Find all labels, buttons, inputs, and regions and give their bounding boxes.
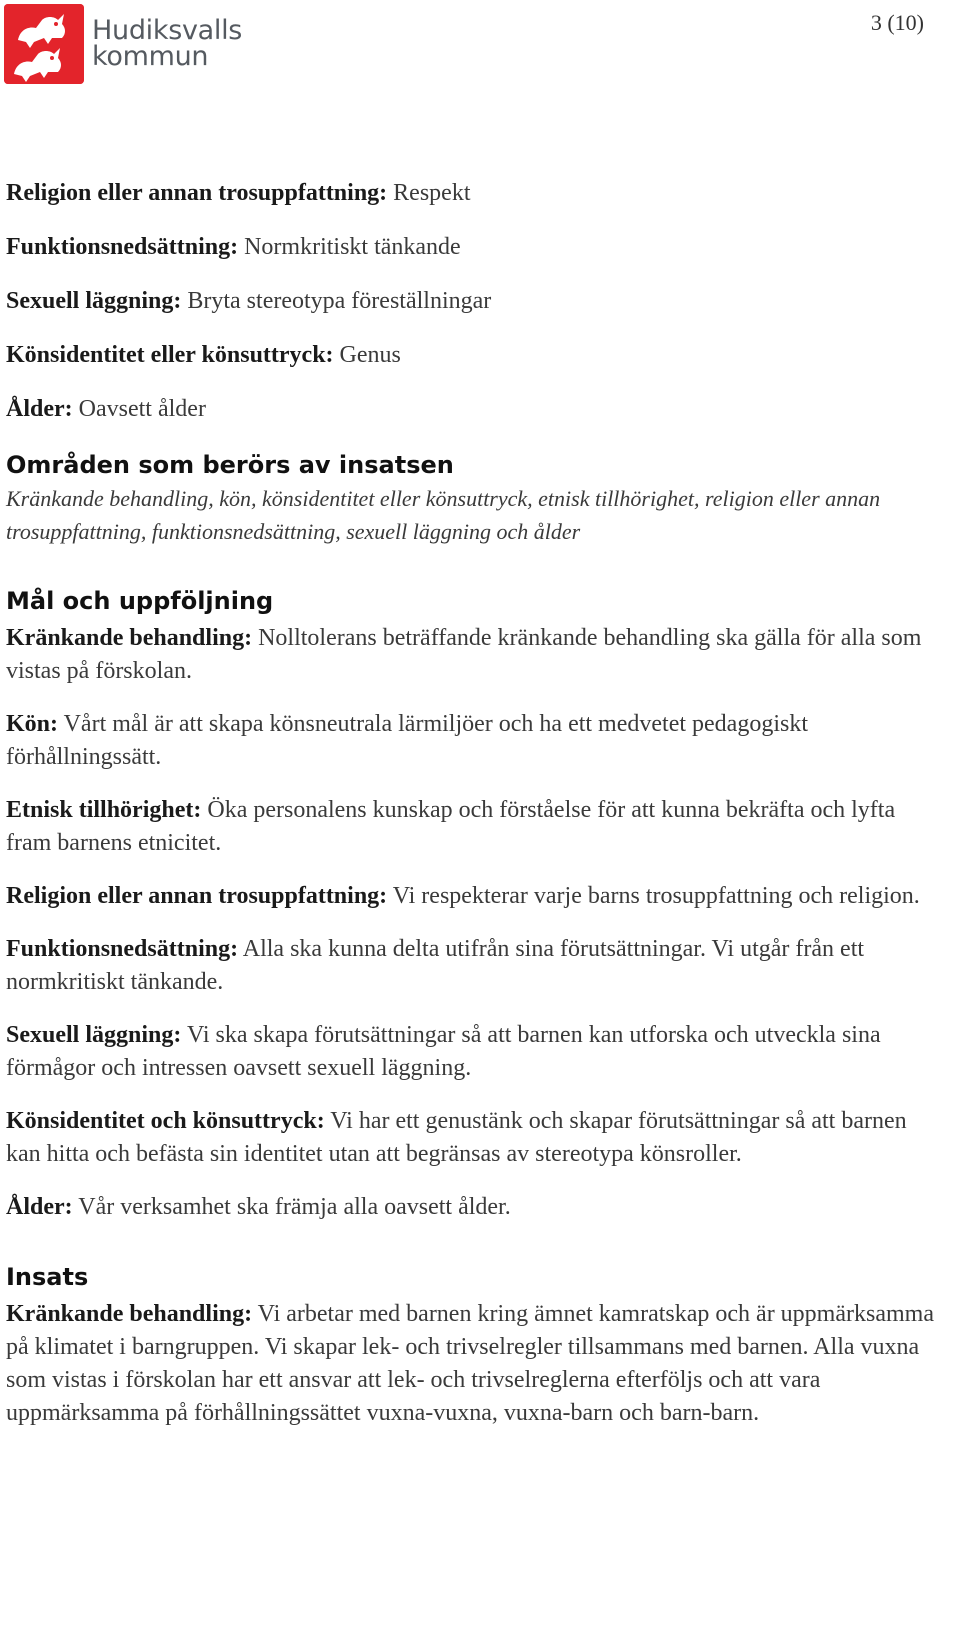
intro-item-label: Könsidentitet eller könsuttryck: [6,342,334,368]
areas-section [6,450,936,548]
logo-wordmark [92,15,243,72]
goal-item [6,1191,936,1224]
areas-heading: Områden som berörs av insatsen [6,451,454,479]
intro-item [6,230,936,264]
intro-item-value: Normkritiskt tänkande [244,234,461,260]
goal-item [6,1105,936,1171]
goal-item-value: Vi har ett genustänk och skapar förutsättningar så att barnen kan hitta och befästa sin identitet utan att begränsas av stereotypa könsroller. [6,1108,907,1167]
municipality-logo [4,4,242,84]
intro-item [6,176,936,210]
goals-heading: Mål och uppföljning [6,587,274,615]
goal-item-label: Kränkande behandling: [6,625,253,651]
intro-item [6,392,936,426]
goal-item [6,708,936,774]
goal-item-value: Vi respekterar varje barns trosuppfattning och religion. [392,883,920,909]
goal-item [6,933,936,999]
goal-item-label: Sexuell läggning: [6,1022,182,1048]
goal-item-value: Vårt mål är att skapa könsneutrala lärmiljöer och ha ett medvetet pedagogiskt förhållningssätt. [6,711,808,770]
document-body [6,176,936,1450]
intro-item-value: Respekt [393,180,471,206]
insats-item-label: Kränkande behandling: [6,1301,253,1327]
page-number: 3 (10) [870,10,924,35]
intro-list [6,176,936,426]
intro-item-label: Religion eller annan trosuppfattning: [6,180,388,206]
logo-line-2: kommun [92,41,209,72]
goal-item-value: Vår verksamhet ska främja alla oavsett ålder. [78,1194,511,1220]
intro-item-label: Ålder: [6,396,73,422]
insats-item-value: Vi arbetar med barnen kring ämnet kamratskap och är uppmärksamma på klimatet i barngruppen. Vi skapar lek- och trivselregler tillsammans med barnen. Alla vuxna som vistas i förskolan har ett ansvar att lek- och trivselreglerna efterföljs och att vara uppmärksamma på förhållningssättet vuxna-vuxna, vuxna-barn och barn-barn. [6,1301,934,1426]
goal-item-value: Vi ska skapa förutsättningar så att barnen kan utforska och utveckla sina förmågor och intressen oavsett sexuell läggning. [6,1022,881,1081]
goal-item-label: Funktionsnedsättning: [6,936,239,962]
insats-item [6,1298,936,1430]
goal-item-label: Etnisk tillhörighet: [6,797,202,823]
goal-item-label: Kön: [6,711,59,737]
goals-section [6,586,936,1224]
goal-item-value: Nolltolerans beträffande kränkande behandling ska gälla för alla som vistas på förskolan. [6,625,922,684]
goal-item-label: Könsidentitet och könsuttryck: [6,1108,325,1134]
goat-emblem-icon [4,4,84,84]
goal-item [6,622,936,688]
intro-item-value: Oavsett ålder [78,396,206,422]
intro-item-value: Bryta stereotypa föreställningar [187,288,492,314]
intro-item-value: Genus [339,342,401,368]
goal-item [6,794,936,860]
goal-item-label: Religion eller annan trosuppfattning: [6,883,388,909]
intro-item-label: Sexuell läggning: [6,288,182,314]
areas-text: Kränkande behandling, kön, könsidentitet eller könsuttryck, etnisk tillhörighet, religion eller annan trosuppfattning, funktionsnedsättning, sexuell läggning och ålder [6,486,881,544]
logo-line-1: Hudiksvalls [92,15,243,46]
intro-item-label: Funktionsnedsättning: [6,234,239,260]
goal-item [6,1019,936,1085]
goal-item-value: Alla ska kunna delta utifrån sina förutsättningar. Vi utgår från ett normkritiskt tänkande. [6,936,865,995]
goal-item [6,880,936,913]
intro-item [6,284,936,318]
intro-item [6,338,936,372]
goal-item-value: Öka personalens kunskap och förståelse för att kunna bekräfta och lyfta fram barnens etnicitet. [6,797,896,856]
goal-item-label: Ålder: [6,1194,73,1220]
insats-section [6,1262,936,1430]
insats-heading: Insats [6,1263,89,1291]
